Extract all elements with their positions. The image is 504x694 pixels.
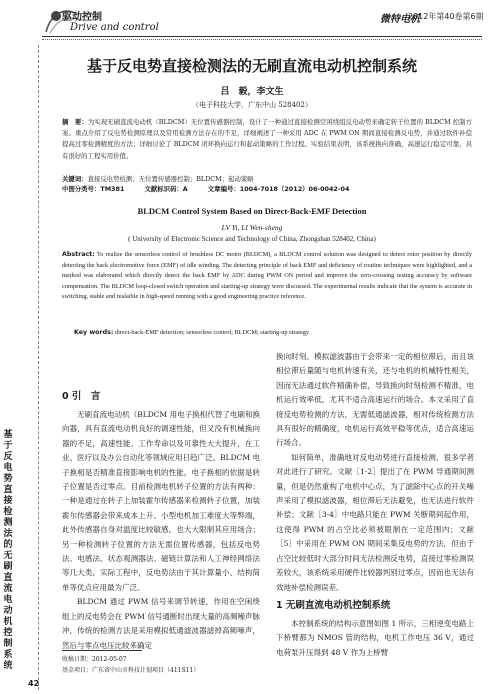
paragraph: 换向时刻。模拟滤波器由于会带来一定的相位滞后，而且该相位滞后量随与电机转速有关，还与电机的机械特性相关，因而无法通过软件精确补偿，导致换向时刻检测不精准，电机运行效率低，尤其不适合高速运行的场合。本文采用了直接反电势检测的方法，无需低通滤波器，相对传统检测方法具有很好的精确度，电机运行高效平稳等优点，适合高速运行场合。	[276, 352, 474, 448]
right-column	[276, 350, 474, 660]
abstract-cn	[62, 117, 472, 162]
paragraph: BLDCM 通过 PWM 信号来调节转速，作用在空闲绕组上的反电势会在 PWM 信号通断时出现大量的高频噪声脉冲，传统的检测方法是采用模拟低通滤波器滤掉高频噪声，然后与零点电压比较来确定	[62, 597, 260, 650]
section-label: 驱动控制	[62, 12, 102, 23]
english-keywords	[74, 328, 472, 338]
footnote-rule	[62, 650, 142, 651]
margin-rule	[38, 45, 39, 690]
english-keywords-text: direct-back-EMF detection; sensorless control; BLDCM; starting-up strategy	[114, 329, 310, 336]
section-label-en: Drive and control	[70, 22, 159, 33]
journal-header	[0, 0, 504, 44]
article-number: 文章编号：1004-7018（2012）06-0042-04	[207, 185, 350, 193]
keywords-cn	[62, 174, 472, 184]
english-affiliation: ( University of Electronic Science and Technology of China, Zhongshan 528402, China)	[128, 235, 376, 243]
header-rule	[42, 36, 482, 37]
footnote	[62, 654, 260, 676]
section-heading-intro: 0 引 言	[62, 391, 101, 402]
affiliation: （电子科技大学，广东中山 528402）	[192, 101, 312, 109]
page-number: 42	[28, 679, 40, 688]
left-column	[62, 386, 260, 653]
english-abstract	[62, 250, 472, 303]
header-dotted-rule	[42, 39, 482, 40]
paragraph: 如何简单，准确地对反电动势进行直接检测，很多学者对此进行了研究。文献［1-2］提出了在 PWM 导通期间测量，但是仍然重构了电机中心点，为了滤除中心点的开关噪声采用了模拟滤波器，相位滞后无法避免，也无法进行软件补偿；文献［3-4］中电路只能在 PWM 关断期间起作用，这使得 PWM 的占空比必须被限制在一定范围内；文献［5］中采用在 PWM ON 期间采集反电势的方法，但由于占空比较低时大部分时间无法检测反电势，直接过零检测误差较大，该系统采用硬件比较器判别过零点，因而也无法有效地补偿检测误差。	[276, 452, 474, 592]
classification-line	[62, 184, 472, 194]
keywords-cn-label: 关键词：	[62, 175, 88, 183]
paragraph: 本控制系统的结构示意图如图 1 所示，三相逆变电路上下桥臂都为 NMOS 管的结构，电机工作电压 36 V，通过电荷泵升压得到 48 V 作为上桥臂	[276, 618, 474, 657]
english-abstract-text: To realize the sensorless control of brushless DC motor (BLDCM), a BLDCM control solution was designed to detect rotor position by directly detecting the back electromotive force (EMF) of idle winding. The detecting principle of back EMF and deficiency of routine techniques were highlighted, and a method was elaborated which directly detect the back EMF by ADC during PWM ON period and improve the zero-crossing testing accuracy by software compensation. The BLDCM loop-closed switch operation and starting-up strategy were discussed. The experimental results indicate that the system is accurate in switching, stable and realaible in high-speed running with a good engineering practice reference.	[62, 251, 472, 301]
section-heading-system: 1 无刷直流电动机控制系统	[276, 599, 391, 611]
keywords-cn-text: 直接反电势检测；无位置传感器控制；BLDCM；起动策略	[87, 175, 254, 183]
issue-info: 2012年第40卷第6期	[408, 12, 484, 21]
english-authors: LV Yi, LI Wen-sheng	[221, 223, 283, 232]
fund-info: 基金项目：广东省中山市科技计划项目（411S11）	[62, 667, 200, 674]
paragraph: 无刷直流电动机（BLDCM 用电子换相代替了电刷和换向器，具有直流电动机良好的调速性能，但又没有机械换向器的不足，高速性能、工作寿命以及可靠性大大提升，在工业、医疗以及办公自动化等领域应用日趋广泛。BLDCM 电子换相是否精准直接影响电机的性能，电子换相的依据是转子位置是否过零点。目前检测电机转子位置的方法有两种：一种是通过在转子上加装霍尔传感器来检测转子位置，加装霍尔传感器会带来成本上升、小型电机加工难度大等弊端，此外传感器自身对温度比较敏感，也大大限制其应用场合；另一种检测转子位置的方法无需位置传感器，包括反电势法、电感法、状态观测器法、磁链计算法和人工神经网络法等几大类。实际工程中，反电势法由于其计算量小、结构简单等优点应用最为广泛。	[62, 410, 260, 592]
document-code: 文献标识码：A	[144, 185, 188, 193]
clc-number: 中图分类号：TM381	[62, 185, 125, 193]
english-abstract-label: Abstract:	[62, 251, 95, 258]
english-keywords-label: Key words:	[74, 329, 114, 336]
abstract-cn-label: 摘 要：	[62, 118, 88, 126]
paper-title: 基于反电势直接检测法的无刷直流电动机控制系统	[86, 57, 417, 75]
vertical-running-title: 基于反电势直接检测法的无刷直流电动机控制系统	[3, 430, 13, 671]
authors: 吕 毅，李文生	[220, 87, 284, 97]
english-title: BLDCM Control System Based on Direct-Back-EMF Detection	[137, 206, 367, 216]
journal-name: 微特电机	[380, 14, 420, 25]
abstract-cn-text: 为实现无刷直流电动机（BLDCM）无位置传感器控制，设计了一种通过直接检测空闲绕组反电动势来确定转子位置的 BLDCM 控制方案。重点介绍了反电势检测原理以及常用检测方法存在的不足，详细阐述了一种采用 ADC 在 PWM ON 期间直接检测反电势，并通过软件补偿提高过零检测精度的方法；详细讨论了 BLDCM 闭环换向运行和起动策略的工作过程。实验结果表明，该系统换向准确，高速运行稳定可靠，具有很好的工程实用价值。	[62, 118, 472, 160]
received-date: 收稿日期：2012-05-07	[62, 656, 127, 663]
